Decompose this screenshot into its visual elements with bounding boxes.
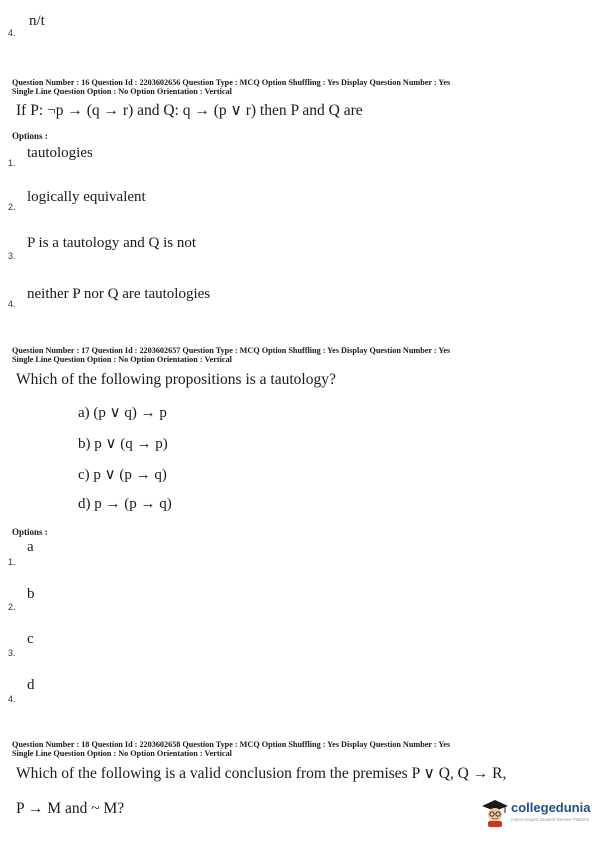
proposition-b: b) p ∨ (q → p)	[78, 436, 168, 452]
logo-wordmark: collegedunia	[511, 800, 591, 815]
question-header-line2: Single Line Question Option : No Option Orientation : Vertical	[12, 355, 232, 364]
option-text: logically equivalent	[27, 189, 146, 205]
option-number: 2.	[8, 602, 16, 612]
option-text: d	[27, 677, 35, 693]
collegedunia-logo	[481, 796, 591, 830]
option-text: P is a tautology and Q is not	[27, 235, 197, 251]
student-mascot-icon	[481, 798, 509, 828]
question-header-line2: Single Line Question Option : No Option Orientation : Vertical	[12, 87, 232, 96]
option-number: 3.	[8, 648, 16, 658]
option-number: 1.	[8, 557, 16, 567]
option-text: c	[27, 631, 34, 647]
option-text: a	[27, 539, 34, 555]
option-number: 1.	[8, 158, 16, 168]
option-number: 2.	[8, 202, 16, 212]
option-number: 4.	[8, 28, 16, 38]
proposition-a: a) (p ∨ q) → p	[78, 405, 167, 421]
option-text: b	[27, 586, 35, 602]
question-header: Question Number : 17 Question Id : 2203602657 Question Type : MCQ Option Shuffling : Yes Display Question Number : Yes	[12, 346, 451, 355]
option-text: tautologies	[27, 145, 93, 161]
options-label: Options :	[12, 131, 48, 141]
option-number: 3.	[8, 251, 16, 261]
question-text: If P: ¬p → (q → r) and Q: q → (p ∨ r) then P and Q are	[16, 102, 363, 119]
options-label: Options :	[12, 527, 48, 537]
question-header: Question Number : 18 Question Id : 2203602658 Question Type : MCQ Option Shuffling : Yes Display Question Number : Yes	[12, 740, 451, 749]
option-number: 4.	[8, 694, 16, 704]
question-header: Question Number : 16 Question Id : 2203602656 Question Type : MCQ Option Shuffling : Yes Display Question Number : Yes	[12, 78, 451, 87]
proposition-d: d) p → (p → q)	[78, 496, 172, 512]
question-header-line2: Single Line Question Option : No Option Orientation : Vertical	[12, 749, 232, 758]
option-text: neither P nor Q are tautologies	[27, 286, 211, 302]
option-number: 4.	[8, 299, 16, 309]
question-text: Which of the following propositions is a tautology?	[16, 371, 336, 388]
question-text-line2: P → M and ~ M?	[16, 800, 125, 817]
question-text: Which of the following is a valid conclusion from the premises P ∨ Q, Q → R,	[16, 765, 507, 782]
proposition-c: c) p ∨ (p → q)	[78, 467, 167, 483]
option-text: n/t	[29, 13, 45, 29]
logo-tagline: India's largest Student Review Platform	[511, 817, 590, 822]
